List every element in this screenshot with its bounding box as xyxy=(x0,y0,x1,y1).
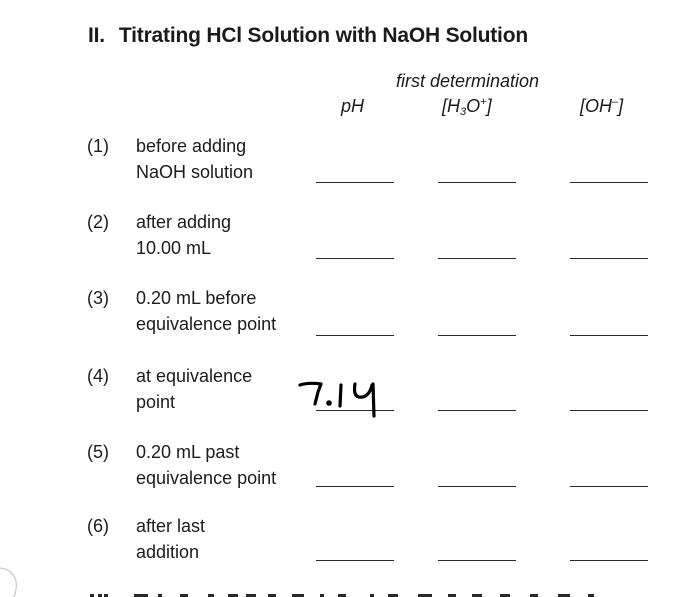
digit-seven xyxy=(300,383,321,404)
row-label-line1: 0.20 mL past xyxy=(136,442,240,462)
h3o-blank[interactable] xyxy=(438,410,516,411)
h3o-close: ] xyxy=(486,96,492,116)
section-title-text: Titrating HCl Solution with NaOH Solution xyxy=(118,24,528,47)
column-group-label: first determination xyxy=(396,71,540,91)
ph-blank[interactable] xyxy=(316,486,394,487)
row-number: (2) xyxy=(87,212,109,232)
row-number: (1) xyxy=(87,136,109,156)
h3o-blank[interactable] xyxy=(438,486,516,487)
ph-blank[interactable] xyxy=(316,258,394,259)
oh-blank[interactable] xyxy=(570,182,648,183)
h3o-subscript: 3 xyxy=(460,106,467,118)
section-title xyxy=(88,24,528,48)
decimal-point xyxy=(328,402,330,404)
h3o-superscript: + xyxy=(480,96,487,108)
row-label xyxy=(136,513,205,565)
oh-blank[interactable] xyxy=(570,258,648,259)
column-header-oh xyxy=(580,96,623,117)
cutoff-next-heading xyxy=(88,586,648,597)
row-label-line1: before adding xyxy=(136,136,247,156)
column-header-h3o xyxy=(442,96,492,118)
row-label-line1: after adding xyxy=(136,212,232,232)
row-label xyxy=(136,209,231,261)
oh-close: ] xyxy=(618,96,624,116)
row-number: (4) xyxy=(87,366,109,386)
h3o-blank[interactable] xyxy=(438,560,516,561)
ph-blank[interactable] xyxy=(316,335,394,336)
ph-blank[interactable] xyxy=(316,182,394,183)
row-label-line1: 0.20 mL before xyxy=(136,288,257,308)
column-header-ph: pH xyxy=(341,96,365,116)
oh-blank[interactable] xyxy=(570,486,648,487)
h3o-blank[interactable] xyxy=(438,182,516,183)
row-label xyxy=(136,285,276,337)
row-label-line2: addition xyxy=(136,542,200,562)
oh-blank[interactable] xyxy=(570,560,648,561)
row-label-line2: NaOH solution xyxy=(136,162,254,182)
row-label xyxy=(136,133,253,185)
handwritten-ph-answer xyxy=(296,370,386,418)
row-label xyxy=(136,363,252,415)
h3o-blank[interactable] xyxy=(438,335,516,336)
section-number: II. xyxy=(88,24,105,47)
oh-superscript: – xyxy=(612,96,619,108)
row-label-line1: after last xyxy=(136,516,206,536)
row-number: (5) xyxy=(87,442,109,462)
h3o-blank[interactable] xyxy=(438,258,516,259)
row-label xyxy=(136,439,276,491)
row-label-line2: equivalence point xyxy=(136,314,277,334)
oh-blank[interactable] xyxy=(570,335,648,336)
oh-open: [OH xyxy=(580,96,613,116)
row-label-line1: at equivalence xyxy=(136,366,253,386)
row-label-line2: equivalence point xyxy=(136,468,277,488)
h3o-open: [H xyxy=(442,96,460,116)
row-label-line2: 10.00 mL xyxy=(136,238,212,258)
row-number: (3) xyxy=(87,288,109,308)
page-corner-curl xyxy=(0,560,30,597)
h3o-mid: O xyxy=(466,96,481,116)
row-label-line2: point xyxy=(136,392,176,412)
row-number: (6) xyxy=(87,516,109,536)
oh-blank[interactable] xyxy=(570,410,648,411)
digit-one xyxy=(340,385,341,406)
ph-blank[interactable] xyxy=(316,560,394,561)
digit-four xyxy=(354,384,374,416)
